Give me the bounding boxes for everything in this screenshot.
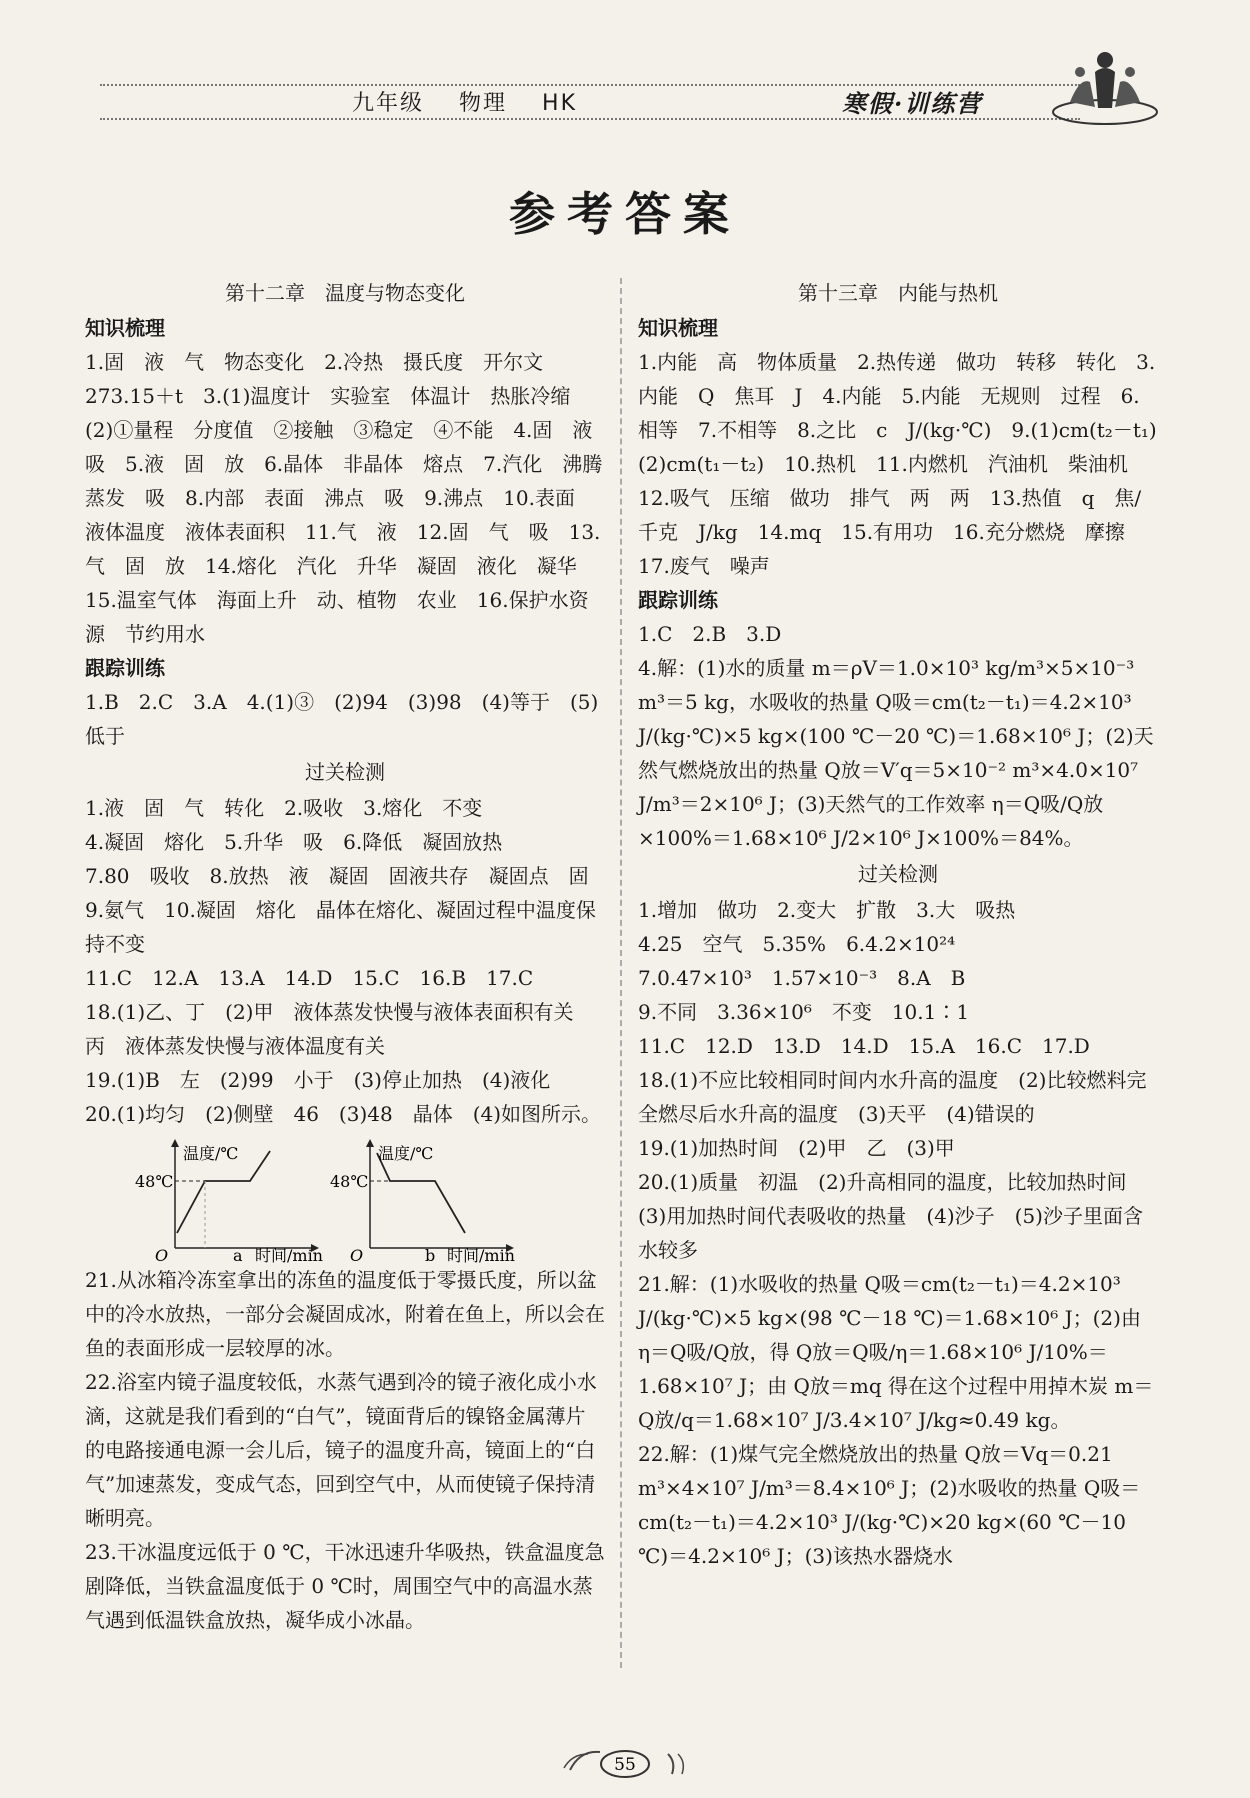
page-number-badge [560,1740,690,1780]
right-answer-21: 21.解：(1)水吸收的热量 Q吸＝cm(t₂－t₁)＝4.2×10³ J/(kg·℃)×5 kg×(98 ℃－18 ℃)＝1.68×10⁶ J；(2)由 η＝Q吸/Q放，得 Q放＝Q吸/η＝1.68×10⁶ J/10%＝1.68×10⁷ J；由 Q放＝mq 得在这个过程中用掉木炭 m＝Q放/q＝1.68×10⁷ J/3.4×10⁷ J/kg≈0.49 kg。 [638,1272,1154,1432]
page-number: 55 [614,1755,636,1775]
temperature-graphs [85,1133,605,1263]
graph-b-xlabel: 时间/min [447,1246,515,1263]
chapter-12-heading: 第十二章 温度与物态变化 [225,281,465,305]
header-course-info [352,86,603,117]
graph-b-origin: O [350,1246,364,1263]
left-check-line-3: 7.80 吸收 8.放热 液 凝固 固液共存 凝固点 固 9.氨气 10.凝固 熔化 晶体在熔化、凝固过程中温度保持不变 [85,864,609,956]
right-section-tracking: 跟踪训练 [638,588,718,612]
header-subject: 物理 [459,91,508,116]
header-grade: 九年级 [352,91,425,116]
graph-a-xlabel: 时间/min [255,1246,323,1263]
left-check-line-2: 4.凝固 熔化 5.升华 吸 6.降低 凝固放热 [85,830,503,854]
right-answer-18: 18.(1)不应比较相同时间内水升高的温度 (2)比较燃料完全燃尽后水升高的温度 (3)天平 (4)错误的 [638,1068,1147,1126]
left-knowledge-answers: 1.固 液 气 物态变化 2.冷热 摄氏度 开尔文 273.15＋t 3.(1)温度计 实验室 体温计 热胀冷缩 (2)①量程 分度值 ②接触 ③稳定 ④不能 4.固 液 吸 5.液 固 放 6.晶体 非晶体 熔点 7.汽化 沸腾 蒸发 吸 8.内部 表面 沸点 吸 9.沸点 10.表面 液体温度 液体表面积 11.气 液 12.固 气 吸 13.气 固 放 14.熔化 汽化 升华 凝固 液化 凝华 15.温室气体 海面上升 动、植物 农业 16.保护水资源 节约用水 [85,350,623,646]
graph-b-label: b [425,1246,436,1263]
left-check-line-4: 11.C 12.A 13.A 14.D 15.C 16.B 17.C [85,966,534,990]
right-check-line-4: 9.不同 3.36×10⁶ 不变 10.1∶1 [638,1000,970,1024]
left-section-tracking: 跟踪训练 [85,656,165,680]
right-column [638,275,1177,1573]
right-check-line-1: 1.增加 做功 2.变大 扩散 3.大 吸热 [638,898,1016,922]
right-answer-20: 20.(1)质量 初温 (2)升高相同的温度，比较加热时间 (3)用加热时间代表吸收的热量 (4)沙子 (5)沙子里面含水较多 [638,1170,1147,1262]
graph-a-origin: O [155,1246,169,1263]
left-check-line-6: 19.(1)B 左 (2)99 小于 (3)停止加热 (4)液化 [85,1068,551,1092]
right-check-line-3: 7.0.47×10³ 1.57×10⁻³ 8.A B [638,966,966,990]
graph-a-label: a [233,1246,243,1263]
graph-a-tick: 48℃ [135,1172,174,1191]
right-tracking-line-1: 1.C 2.B 3.D [638,622,782,646]
page-header [100,78,1150,128]
chapter-13-heading: 第十三章 内能与热机 [798,281,998,305]
page-title: 参考答案 [509,187,741,241]
left-answer-22: 22.浴室内镜子温度较低，水蒸气遇到冷的镜子液化成小水滴，这就是我们看到的“白气”，镜面背后的镍铬金属薄片的电路接通电源一会儿后，镜子的温度升高，镜面上的“白气”加速蒸发，变成气态，回到空气中，从而使镜子保持清晰明亮。 [85,1370,597,1530]
header-brand: 寒假·训练营 [842,89,983,118]
graph-a-ylabel: 温度/℃ [183,1144,239,1163]
right-subsection-checkpoint: 过关检测 [858,862,938,886]
brand-logo-icon [1050,42,1160,128]
header-edition: HK [542,91,578,116]
column-divider [620,278,622,1668]
left-answer-23: 23.干冰温度远低于 0 ℃，干冰迅速升华吸热，铁盒温度急剧降低，当铁盒温度低于 0 ℃时，周围空气中的高温水蒸气遇到低温铁盒放热，凝华成小冰晶。 [85,1540,605,1632]
right-tracking-answer-4: 4.解：(1)水的质量 m＝ρV＝1.0×10³ kg/m³×5×10⁻³ m³＝5 kg，水吸收的热量 Q吸＝cm(t₂－t₁)＝4.2×10³ J/(kg·℃)×5 kg×(100 ℃－20 ℃)＝1.68×10⁶ J；(2)天然气燃烧放出的热量 Q放＝V′q＝5×10⁻² m³×4.0×10⁷ J/m³＝2×10⁶ J；(3)天然气的工作效率 η＝Q吸/Q放×100%＝1.68×10⁶ J/2×10⁶ J×100%＝84%。 [638,656,1154,850]
left-subsection-checkpoint: 过关检测 [305,760,385,784]
right-answer-19: 19.(1)加热时间 (2)甲 乙 (3)甲 [638,1136,955,1160]
left-section-knowledge: 知识梳理 [85,316,165,340]
left-tracking-answers: 1.B 2.C 3.A 4.(1)③ (2)94 (3)98 (4)等于 (5)低于 [85,690,599,748]
left-answer-21: 21.从冰箱冷冻室拿出的冻鱼的温度低于零摄氏度，所以盆中的冷水放热，一部分会凝固成冰，附着在鱼上，所以会在鱼的表面形成一层较厚的冰。 [85,1268,605,1360]
right-knowledge-answers: 1.内能 高 物体质量 2.热传递 做功 转移 转化 3.内能 Q 焦耳 J 4.内能 5.内能 无规则 过程 6.相等 7.不相等 8.之比 c J/(kg·℃) 9.(1)cm(t₂－t₁) (2)cm(t₁－t₂) 10.热机 11.内燃机 汽油机 柴油机 12.吸气 压缩 做功 排气 两 两 13.热值 q 焦/千克 J/kg 14.mq 15.有用功 16.充分燃烧 摩擦 17.废气 噪声 [638,350,1177,578]
right-answer-22: 22.解：(1)煤气完全燃烧放出的热量 Q放＝Vq＝0.21 m³×4×10⁷ J/m³＝8.4×10⁶ J；(2)水吸收的热量 Q吸＝cm(t₂－t₁)＝4.2×10³ J/(kg·℃)×20 kg×(60 ℃－10 ℃)＝4.2×10⁶ J；(3)该热水器烧水 [638,1442,1141,1568]
graph-b-tick: 48℃ [330,1172,369,1191]
left-check-line-7: 20.(1)均匀 (2)侧壁 46 (3)48 晶体 (4)如图所示。 [85,1102,602,1126]
left-column [85,275,623,1637]
right-check-line-5: 11.C 12.D 13.D 14.D 15.A 16.C 17.D [638,1034,1090,1058]
graph-b-ylabel: 温度/℃ [378,1144,434,1163]
right-check-line-2: 4.25 空气 5.35% 6.4.2×10²⁴ [638,932,956,956]
left-check-line-1: 1.液 固 气 转化 2.吸收 3.熔化 不变 [85,796,483,820]
right-section-knowledge: 知识梳理 [638,316,718,340]
temperature-graph-svg [85,1133,605,1263]
left-check-line-5: 18.(1)乙、丁 (2)甲 液体蒸发快慢与液体表面积有关 丙 液体蒸发快慢与液体温度有关 [85,1000,594,1058]
